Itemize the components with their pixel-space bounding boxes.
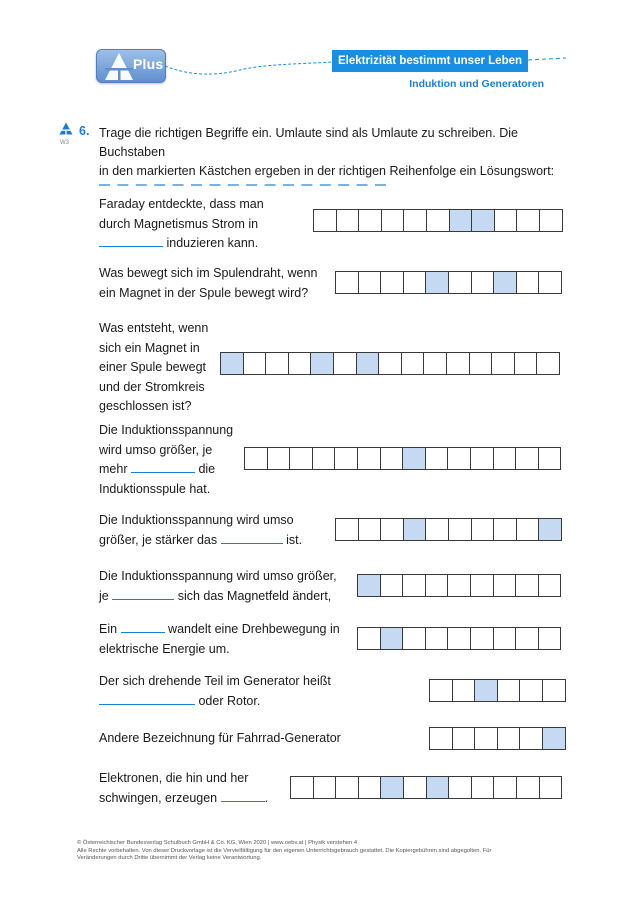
letter-box[interactable] bbox=[380, 271, 404, 294]
letter-box[interactable] bbox=[470, 627, 494, 650]
letter-box[interactable] bbox=[471, 518, 495, 541]
letter-box[interactable] bbox=[519, 679, 543, 702]
letter-box[interactable] bbox=[452, 727, 476, 750]
highlighted-letter-box[interactable] bbox=[449, 209, 473, 232]
letter-box[interactable] bbox=[497, 679, 521, 702]
letter-box[interactable] bbox=[542, 679, 566, 702]
highlighted-letter-box[interactable] bbox=[380, 627, 404, 650]
question-text: Elektronen, die hin und her bbox=[99, 771, 249, 785]
question-text: einer Spule bewegt bbox=[99, 360, 207, 374]
letter-box[interactable] bbox=[538, 627, 562, 650]
letter-box[interactable] bbox=[333, 352, 357, 375]
letter-box[interactable] bbox=[335, 776, 359, 799]
letter-box[interactable] bbox=[446, 352, 470, 375]
letter-box[interactable] bbox=[471, 776, 495, 799]
letter-box[interactable] bbox=[335, 271, 359, 294]
letter-box[interactable] bbox=[516, 209, 540, 232]
letter-box[interactable] bbox=[538, 271, 562, 294]
letter-box[interactable] bbox=[401, 352, 425, 375]
question-1 bbox=[99, 195, 264, 254]
answer-boxes[interactable] bbox=[429, 679, 566, 702]
letter-box[interactable] bbox=[514, 352, 538, 375]
letter-box[interactable] bbox=[493, 574, 517, 597]
letter-box[interactable] bbox=[491, 352, 515, 375]
letter-box[interactable] bbox=[516, 776, 540, 799]
question-text: mehr bbox=[99, 462, 128, 476]
question-text: größer, je stärker das bbox=[99, 532, 218, 547]
letter-box[interactable] bbox=[429, 727, 453, 750]
question-text: Die Induktionsspannung bbox=[99, 423, 234, 437]
letter-box[interactable] bbox=[357, 627, 381, 650]
letter-box[interactable] bbox=[470, 574, 494, 597]
question-text: Was bewegt sich im Spulendraht, wenn bbox=[99, 266, 318, 280]
letter-box[interactable] bbox=[493, 518, 517, 541]
question-text: schwingen, erzeugen bbox=[99, 790, 218, 805]
question-5 bbox=[99, 511, 302, 550]
letter-box[interactable] bbox=[474, 727, 498, 750]
letter-box[interactable] bbox=[470, 447, 494, 470]
letter-box[interactable] bbox=[403, 209, 427, 232]
highlighted-letter-box[interactable] bbox=[220, 352, 244, 375]
letter-box[interactable] bbox=[358, 271, 382, 294]
footer-line: Alle Rechte vorbehalten. Von dieser Druckvorlage ist die Vervielfältigung für den eigenen Unterrichtsgebrauch gestattet. Die Kopiergebühren sind abgegolten. Für bbox=[77, 847, 492, 854]
highlighted-letter-box[interactable] bbox=[538, 518, 562, 541]
letter-box[interactable] bbox=[515, 574, 539, 597]
highlighted-letter-box[interactable] bbox=[474, 679, 498, 702]
highlighted-letter-box[interactable] bbox=[380, 776, 404, 799]
question-8 bbox=[99, 672, 331, 711]
footer-line: © Österreichischer Bundesverlag Schulbuch GmbH & Co. KG, Wien 2020 | www.oebv.at | Physik verstehen 4 bbox=[77, 840, 358, 846]
question-text: geschlossen ist? bbox=[99, 399, 192, 413]
letter-box[interactable] bbox=[290, 776, 314, 799]
letter-box[interactable] bbox=[448, 776, 472, 799]
task-instruction bbox=[99, 124, 569, 181]
question-9 bbox=[99, 729, 341, 749]
letter-box[interactable] bbox=[358, 518, 382, 541]
instruction-line: Trage die richtigen Begriffe ein. Umlaute sind als Umlaute zu schreiben. Die Buchstaben bbox=[99, 126, 518, 159]
question-7 bbox=[99, 620, 340, 659]
task-number: 6. bbox=[79, 124, 90, 138]
letter-box[interactable] bbox=[312, 447, 336, 470]
letter-box[interactable] bbox=[516, 518, 540, 541]
question-text: . bbox=[264, 790, 269, 805]
highlighted-letter-box[interactable] bbox=[357, 574, 381, 597]
letter-box[interactable] bbox=[313, 776, 337, 799]
letter-box[interactable] bbox=[494, 209, 518, 232]
letter-box[interactable] bbox=[265, 352, 289, 375]
highlighted-letter-box[interactable] bbox=[426, 776, 450, 799]
question-6 bbox=[99, 567, 337, 606]
question-text: je bbox=[99, 588, 109, 603]
question-text: Die Induktionsspannung wird umso bbox=[99, 513, 294, 527]
letter-box[interactable] bbox=[493, 627, 517, 650]
highlighted-letter-box[interactable] bbox=[493, 271, 517, 294]
answer-blank[interactable] bbox=[121, 620, 165, 633]
question-10 bbox=[99, 769, 268, 808]
letter-box[interactable] bbox=[447, 574, 471, 597]
letter-box[interactable] bbox=[519, 727, 543, 750]
question-text: durch Magnetismus Strom in bbox=[99, 216, 259, 231]
letter-box[interactable] bbox=[539, 776, 563, 799]
answer-boxes[interactable] bbox=[220, 352, 560, 375]
highlighted-letter-box[interactable] bbox=[402, 447, 426, 470]
question-2 bbox=[99, 264, 317, 303]
question-text: Was entsteht, wenn bbox=[99, 321, 209, 335]
question-text: sich ein Magnet in bbox=[99, 340, 200, 355]
letter-box[interactable] bbox=[538, 447, 562, 470]
letter-box[interactable] bbox=[471, 271, 495, 294]
letter-box[interactable] bbox=[289, 447, 313, 470]
letter-box[interactable] bbox=[336, 209, 360, 232]
letter-box[interactable] bbox=[448, 271, 472, 294]
letter-box[interactable] bbox=[334, 447, 358, 470]
letter-box[interactable] bbox=[380, 574, 404, 597]
letter-box[interactable] bbox=[469, 352, 493, 375]
letter-box[interactable] bbox=[536, 352, 560, 375]
letter-box[interactable] bbox=[380, 447, 404, 470]
letter-box[interactable] bbox=[357, 447, 381, 470]
question-text: sich das Magnetfeld ändert, bbox=[177, 588, 332, 603]
letter-box[interactable] bbox=[335, 518, 359, 541]
answer-blank[interactable] bbox=[131, 460, 195, 473]
question-text: Ein bbox=[99, 622, 118, 636]
answer-boxes[interactable] bbox=[244, 447, 561, 470]
letter-box[interactable] bbox=[313, 209, 337, 232]
question-4 bbox=[99, 421, 233, 499]
highlighted-letter-box[interactable] bbox=[356, 352, 380, 375]
letter-box[interactable] bbox=[447, 627, 471, 650]
answer-blank[interactable] bbox=[221, 531, 283, 544]
highlighted-letter-box[interactable] bbox=[471, 209, 495, 232]
letter-box[interactable] bbox=[493, 447, 517, 470]
letter-box[interactable] bbox=[402, 627, 426, 650]
task-level: W3 bbox=[60, 140, 69, 146]
highlighted-letter-box[interactable] bbox=[403, 518, 427, 541]
letter-box[interactable] bbox=[267, 447, 291, 470]
difficulty-triangle-icon bbox=[59, 122, 73, 135]
answer-boxes[interactable] bbox=[357, 574, 561, 597]
letter-box[interactable] bbox=[539, 209, 563, 232]
question-text: elektrische Energie um. bbox=[99, 641, 230, 656]
letter-box[interactable] bbox=[493, 776, 517, 799]
question-text: und der Stromkreis bbox=[99, 379, 205, 394]
highlighted-letter-box[interactable] bbox=[425, 271, 449, 294]
question-text: ein Magnet in der Spule bewegt wird? bbox=[99, 285, 309, 300]
answer-boxes[interactable] bbox=[290, 776, 562, 799]
letter-box[interactable] bbox=[378, 352, 402, 375]
letter-box[interactable] bbox=[538, 574, 562, 597]
answer-boxes[interactable] bbox=[335, 518, 562, 541]
instruction-line: in den markierten Kästchen ergeben in der richtigen Reihenfolge ein Lösungswort: bbox=[99, 164, 555, 178]
question-text: wandelt eine Drehbewegung in bbox=[168, 622, 340, 636]
answer-boxes[interactable] bbox=[335, 271, 562, 294]
letter-box[interactable] bbox=[358, 776, 382, 799]
letter-box[interactable] bbox=[425, 518, 449, 541]
letter-box[interactable] bbox=[425, 447, 449, 470]
letter-box[interactable] bbox=[447, 447, 471, 470]
answer-blank[interactable] bbox=[112, 587, 174, 600]
question-text: oder Rotor. bbox=[198, 693, 261, 708]
answer-boxes[interactable] bbox=[313, 209, 563, 232]
highlighted-letter-box[interactable] bbox=[310, 352, 334, 375]
chapter-banner: Elektrizität bestimmt unser Leben bbox=[332, 50, 528, 72]
header-wave-line bbox=[0, 48, 640, 88]
question-text: Induktionsspule hat. bbox=[99, 481, 211, 496]
letter-box[interactable] bbox=[381, 209, 405, 232]
question-text: wird umso größer, je bbox=[99, 442, 213, 457]
letter-box[interactable] bbox=[403, 271, 427, 294]
question-text: Andere Bezeichnung für Fahrrad-Generator bbox=[99, 731, 341, 745]
letter-box[interactable] bbox=[448, 518, 472, 541]
letter-box[interactable] bbox=[515, 627, 539, 650]
solution-word-slots[interactable] bbox=[99, 175, 399, 189]
letter-box[interactable] bbox=[515, 447, 539, 470]
question-text: induzieren kann. bbox=[166, 236, 259, 250]
letter-box[interactable] bbox=[429, 679, 453, 702]
letter-box[interactable] bbox=[423, 352, 447, 375]
letter-box[interactable] bbox=[244, 447, 268, 470]
question-text: die bbox=[198, 462, 216, 476]
question-3 bbox=[99, 319, 208, 417]
answer-blank[interactable] bbox=[99, 234, 163, 247]
letter-box[interactable] bbox=[426, 209, 450, 232]
section-subtitle: Induktion und Generatoren bbox=[409, 78, 544, 90]
answer-boxes[interactable] bbox=[357, 627, 561, 650]
footer-line: Veränderungen durch Dritte übernimmt der Verlag keine Verantwortung. bbox=[77, 855, 262, 862]
question-text: Die Induktionsspannung wird umso größer, bbox=[99, 569, 337, 583]
letter-box[interactable] bbox=[403, 776, 427, 799]
letter-box[interactable] bbox=[425, 574, 449, 597]
answer-blank[interactable] bbox=[99, 692, 195, 705]
copyright-footer bbox=[77, 840, 557, 863]
highlighted-letter-box[interactable] bbox=[542, 727, 566, 750]
letter-box[interactable] bbox=[516, 271, 540, 294]
letter-box[interactable] bbox=[497, 727, 521, 750]
letter-box[interactable] bbox=[402, 574, 426, 597]
letter-box[interactable] bbox=[358, 209, 382, 232]
letter-box[interactable] bbox=[380, 518, 404, 541]
answer-blank[interactable] bbox=[221, 789, 265, 802]
letter-box[interactable] bbox=[288, 352, 312, 375]
letter-box[interactable] bbox=[425, 627, 449, 650]
letter-box[interactable] bbox=[452, 679, 476, 702]
letter-box[interactable] bbox=[243, 352, 267, 375]
question-text: ist. bbox=[286, 532, 303, 547]
question-text: Faraday entdeckte, dass man bbox=[99, 197, 264, 211]
question-text: Der sich drehende Teil im Generator heißt bbox=[99, 674, 331, 688]
logo-text: Plus bbox=[133, 56, 164, 72]
answer-boxes[interactable] bbox=[429, 727, 566, 750]
